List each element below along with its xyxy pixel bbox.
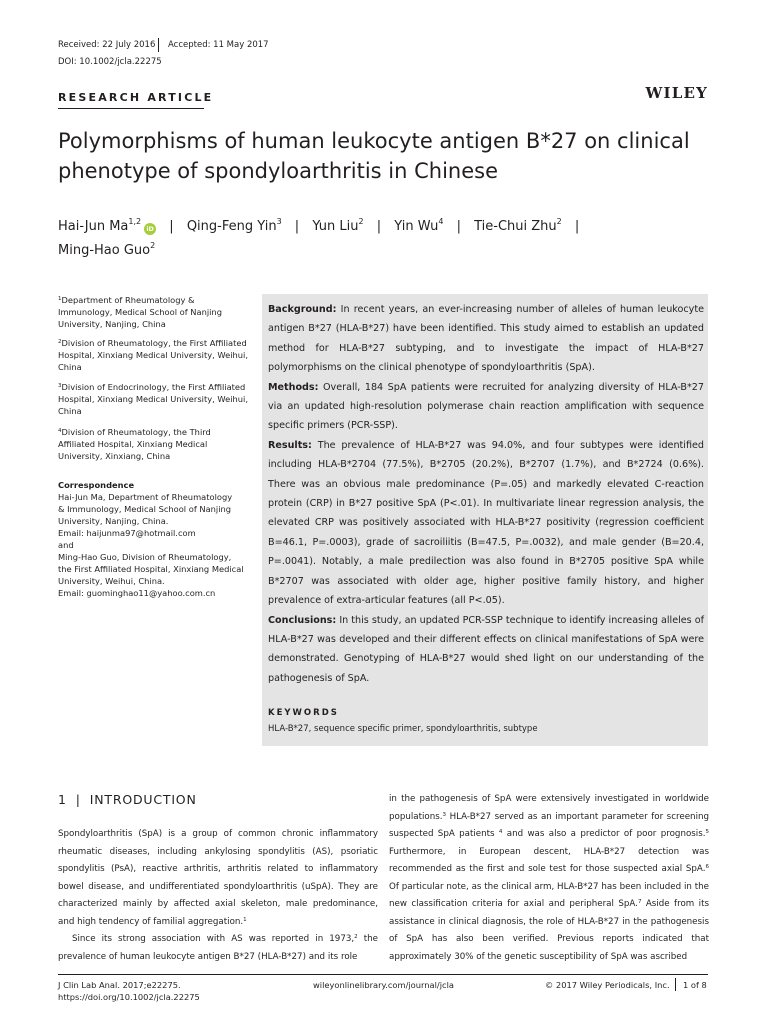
citation-ref[interactable]: 7 <box>637 899 642 905</box>
author-separator: | <box>294 219 300 234</box>
abstract-text <box>268 300 704 688</box>
keywords-heading: KEYWORDS <box>268 708 339 718</box>
body-paragraph <box>389 791 709 966</box>
article-title: Polymorphisms of human leukocyte antigen B*27 on clinical phenotype of spondyloarthritis in Chinese <box>58 129 690 183</box>
citation-ref[interactable]: 3 <box>442 811 447 818</box>
affiliation-text: Division of Rheumatology, the Third Affiliated Hospital, Xinxiang Medical University, Xinxiang, China <box>58 427 211 461</box>
correspondence-line: University, Nanjing, China. <box>58 516 169 526</box>
correspondence-heading: Correspondence <box>58 480 135 490</box>
abstract-paragraph: In recent years, an ever-increasing number of alleles of human leukocyte antigen B*27 (HLA-B*27) have been identified. This study aimed to establish an updated method for HLA-B*27 subtyping, and to investigate the impact of HLA-B*27 polymorphisms on the clinical phenotype of spondyloarthritis (SpA). <box>268 304 704 374</box>
footer-journal <box>58 979 200 1003</box>
affiliation <box>58 426 250 462</box>
author-affiliation-ref: 2 <box>358 217 364 226</box>
author-separator: | <box>169 219 174 234</box>
affiliation-number: 1 <box>58 296 62 302</box>
correspondence <box>58 479 250 599</box>
author-name[interactable]: Tie-Chui Zhu <box>474 219 557 234</box>
footer-copyright: © 2017 Wiley Periodicals, Inc. <box>545 980 670 990</box>
received-date: Received: 22 July 2016 <box>58 40 156 50</box>
affiliation-number: 3 <box>58 383 62 389</box>
footer-divider <box>675 978 676 991</box>
accepted-date: Accepted: 11 May 2017 <box>168 40 269 50</box>
abstract-box <box>262 294 708 746</box>
citation-ref[interactable]: 2 <box>354 934 358 940</box>
author-name[interactable]: Yin Wu <box>394 219 439 234</box>
author-name[interactable]: Ming-Hao Guo <box>58 243 151 258</box>
correspondence-line: & Immunology, Medical School of Nanjing <box>58 504 232 514</box>
body-text: Aside from its assistance in clinical diagnosis, the role of HLA-B*27 in the pathogenesis of SpA has also been verified. Previous reports indicated that approximately 30% of the genetic susceptibility of SpA was ascribed <box>389 899 710 962</box>
body-text: and was also a predictor of poor prognosis. <box>502 829 706 839</box>
article-type-underline <box>58 108 204 109</box>
abstract-label: Methods: <box>268 381 319 393</box>
footer-doi-link[interactable]: https://doi.org/10.1002/jcla.22275 <box>58 992 200 1002</box>
author-name[interactable]: Yun Liu <box>312 219 359 234</box>
abstract-label: Results: <box>268 439 312 451</box>
citation-ref[interactable]: 1 <box>243 916 247 923</box>
author-name[interactable]: Qing-Feng Yin <box>186 219 277 234</box>
correspondence-line: and <box>58 540 74 550</box>
author-separator: | <box>574 219 580 234</box>
body-text: the prevalence of human leukocyte antigen B*27 (HLA-B*27) and its role <box>58 934 378 962</box>
author-affiliation-ref: 4 <box>438 217 444 226</box>
body-paragraph <box>58 931 378 966</box>
abstract-label: Conclusions: <box>268 614 337 626</box>
footer-rule <box>58 974 708 975</box>
correspondence-email[interactable]: Email: haijunma97@hotmail.com <box>58 528 196 538</box>
body-text: Since its strong association with AS was reported in 1973, <box>72 934 355 944</box>
citation-ref[interactable]: 5 <box>705 829 709 835</box>
footer-citation: J Clin Lab Anal. 2017;e22275. <box>58 980 181 990</box>
page-number: 1 of 8 <box>683 980 707 990</box>
section-number: 1 <box>58 792 67 807</box>
author-name[interactable]: Hai-Jun Ma <box>58 219 129 234</box>
correspondence-line: the First Affiliated Hospital, Xinxiang Medical <box>58 564 244 574</box>
citation-ref[interactable]: 4 <box>498 829 503 835</box>
author-list <box>58 215 718 263</box>
author-affiliation-ref: 2 <box>150 241 156 250</box>
body-paragraph <box>58 826 378 931</box>
correspondence-email[interactable]: Email: guominghao11@yahoo.com.cn <box>58 588 216 598</box>
article-type: RESEARCH ARTICLE <box>58 91 214 104</box>
footer-website-link[interactable]: wileyonlinelibrary.com/journal/jcla <box>313 980 454 990</box>
body-text: HLA-B*27 served as an important parameter for screening suspected SpA patients <box>389 811 709 839</box>
abstract-label: Background: <box>268 304 337 315</box>
affiliation-text: Division of Endocrinology, the First Affiliated Hospital, Xinxiang Medical University, Weihui, China <box>58 382 248 416</box>
affiliation <box>58 294 250 330</box>
body-text: Of particular note, as the clinical arm, HLA-B*27 has been included in the new classification criteria for axial and peripheral SpA. <box>389 881 709 909</box>
header-divider <box>158 38 159 52</box>
author-affiliation-ref: 2 <box>556 217 562 226</box>
abstract-background <box>268 300 704 378</box>
section-heading <box>58 792 197 807</box>
abstract-paragraph: In this study, an updated PCR-SSP technique to identify increasing alleles of HLA-B*27 was developed and their different effects on clinical manifestations of SpA were demonstrated. Genotyping of HLA-B*27 would shed light on our understanding of the pathogenesis of SpA. <box>268 614 704 684</box>
abstract-conclusions <box>268 611 704 689</box>
orcid-icon[interactable]: iD <box>144 223 156 235</box>
affiliation-text: Department of Rheumatology & Immunology, Medical School of Nanjing University, Nanjing, China <box>58 295 222 329</box>
affiliation-number: 2 <box>58 339 62 345</box>
doi[interactable]: DOI: 10.1002/jcla.22275 <box>58 57 162 67</box>
author-affiliation-ref: 1,2 <box>128 217 142 226</box>
abstract-paragraph: Overall, 184 SpA patients were recruited for analyzing diversity of HLA-B*27 via an updated high-resolution polymerase chain reaction amplification with sequence specific primers (PCR-SSP). <box>268 381 704 432</box>
abstract-methods <box>268 378 704 436</box>
correspondence-line: Hai-Jun Ma, Department of Rheumatology <box>58 492 233 502</box>
correspondence-line: Ming-Hao Guo, Division of Rheumatology, <box>58 552 232 562</box>
keywords-list: HLA-B*27, sequence specific primer, spondyloarthritis, subtype <box>268 724 538 734</box>
body-text: in the pathogenesis of SpA were extensively investigated in worldwide populations. <box>389 794 709 822</box>
affiliation-number: 4 <box>58 428 62 434</box>
body-right-column <box>389 791 709 966</box>
abstract-paragraph: The prevalence of HLA-B*27 was 94.0%, and four subtypes were identified including HLA-B*2704 (77.5%), B*2705 (20.2%), B*2707 (1.7%), and B*2724 (0.6%). There was an obvious male predominance (P=.05) and markedly elevated C-reaction protein (CRP) in B*27 positive SpA (P<.01). In multivariate linear regression analysis, the elevated CRP was positively associated with HLA-B*27 positivity (regression coefficient B=46.1, P=.0003), grade of sacroiliitis (B=47.5, P=.0032), and male gender (B=20.4, P=.0041). Notably, a male predilection was also found in B*2705 positive SpA while B*2707 was associated with older age, higher positive family history, and higher prevalence of extra-articular features (all P<.05). <box>268 439 704 607</box>
affiliation <box>58 337 250 373</box>
abstract-results <box>268 436 704 611</box>
body-text: Spondyloarthritis (SpA) is a group of common chronic inflammatory rheumatic diseases, including ankylosing spondylitis (AS), psoriatic spondylitis (PsA), reactive arthritis, arthritis related to inflammatory bowel disease, and undifferentiated spondyloarthritis (uSpA). They are characterized mainly by affected axial skeleton, male predominance, and high tendency of familial aggregation. <box>58 829 378 927</box>
body-text: Furthermore, in European descent, HLA-B*27 detection was recommended as the first and sole test for those suspected axial SpA. <box>389 846 709 874</box>
correspondence-line: University, Weihui, China. <box>58 576 165 586</box>
affiliation <box>58 381 250 417</box>
section-title: INTRODUCTION <box>89 792 197 807</box>
section-separator: | <box>75 792 81 807</box>
author-separator: | <box>456 219 461 234</box>
affiliation-text: Division of Rheumatology, the First Affiliated Hospital, Xinxiang Medical University, Weihui, China <box>58 338 248 372</box>
publisher-logo: WILEY <box>645 84 708 102</box>
author-affiliation-ref: 3 <box>276 217 282 226</box>
citation-ref[interactable]: 6 <box>705 864 709 870</box>
author-separator: | <box>376 219 382 234</box>
body-left-column <box>58 826 378 966</box>
